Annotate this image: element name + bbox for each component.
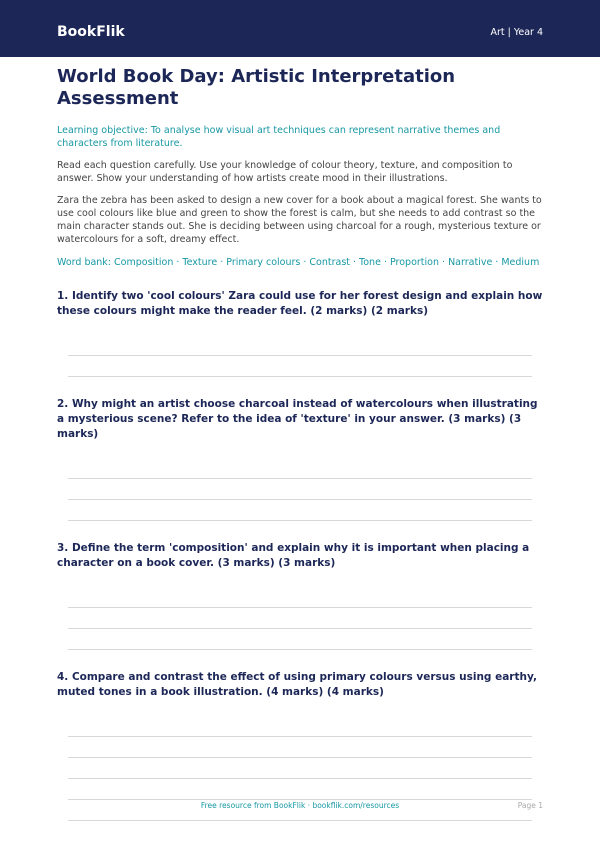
answer-line[interactable] [68,479,532,500]
question-text: 4. Compare and contrast the effect of using primary colours versus using earthy, muted tones in a book illustration. (4 marks) (4 marks) [57,671,537,698]
footer-credit[interactable]: Free resource from BookFlik · bookflik.com/resources [200,801,400,810]
page-title: World Book Day: Artistic Interpretation Assessment [57,66,456,109]
question-1 [57,289,543,377]
question-text: 3. Define the term 'composition' and explain why it is important when placing a character on a book cover. (3 marks) (3 marks) [57,542,530,569]
answer-area[interactable] [68,458,532,521]
instructions: Read each question carefully. Use your knowledge of colour theory, texture, and composition to answer. Show your understanding of how artists create mood in their illustrations. [57,160,513,184]
question-2 [57,397,543,521]
question-4 [57,670,543,821]
answer-line[interactable] [68,758,532,779]
brand-logo[interactable]: BookFlik [57,24,125,40]
question-text: 2. Why might an artist choose charcoal instead of watercolours when illustrating a mysterious scene? Refer to the idea of 'texture' in your answer. (3 marks) (3 marks) [57,398,538,440]
page-number: Page 1 [517,801,543,810]
question-text: 1. Identify two 'cool colours' Zara could use for her forest design and explain how these colours might make the reader feel. (2 marks) (2 marks) [57,290,543,317]
answer-area[interactable] [68,587,532,650]
answer-line[interactable] [68,356,532,377]
answer-line[interactable] [68,716,532,737]
subject-year-label: Art | Year 4 [490,27,543,38]
question-3 [57,541,543,650]
learning-objective: Learning objective: To analyse how visual art techniques can represent narrative themes and characters from literature. [57,125,501,149]
answer-line[interactable] [68,587,532,608]
answer-line[interactable] [68,335,532,356]
worksheet-content [57,66,543,821]
word-bank: Word bank: Composition · Texture · Primary colours · Contrast · Tone · Proportion · Narrative · Medium [57,257,540,268]
scenario-text: Zara the zebra has been asked to design a new cover for a book about a magical forest. She wants to use cool colours like blue and green to show the forest is calm, but she needs to add contrast so the main character stands out. She is deciding between using charcoal for a rough, mysterious texture or watercolours for a soft, dreamy effect. [57,195,542,245]
answer-line[interactable] [68,608,532,629]
answer-line[interactable] [68,629,532,650]
page-header [0,0,600,57]
answer-line[interactable] [68,458,532,479]
answer-line[interactable] [68,779,532,800]
answer-line[interactable] [68,500,532,521]
answer-area[interactable] [68,335,532,377]
answer-line[interactable] [68,737,532,758]
